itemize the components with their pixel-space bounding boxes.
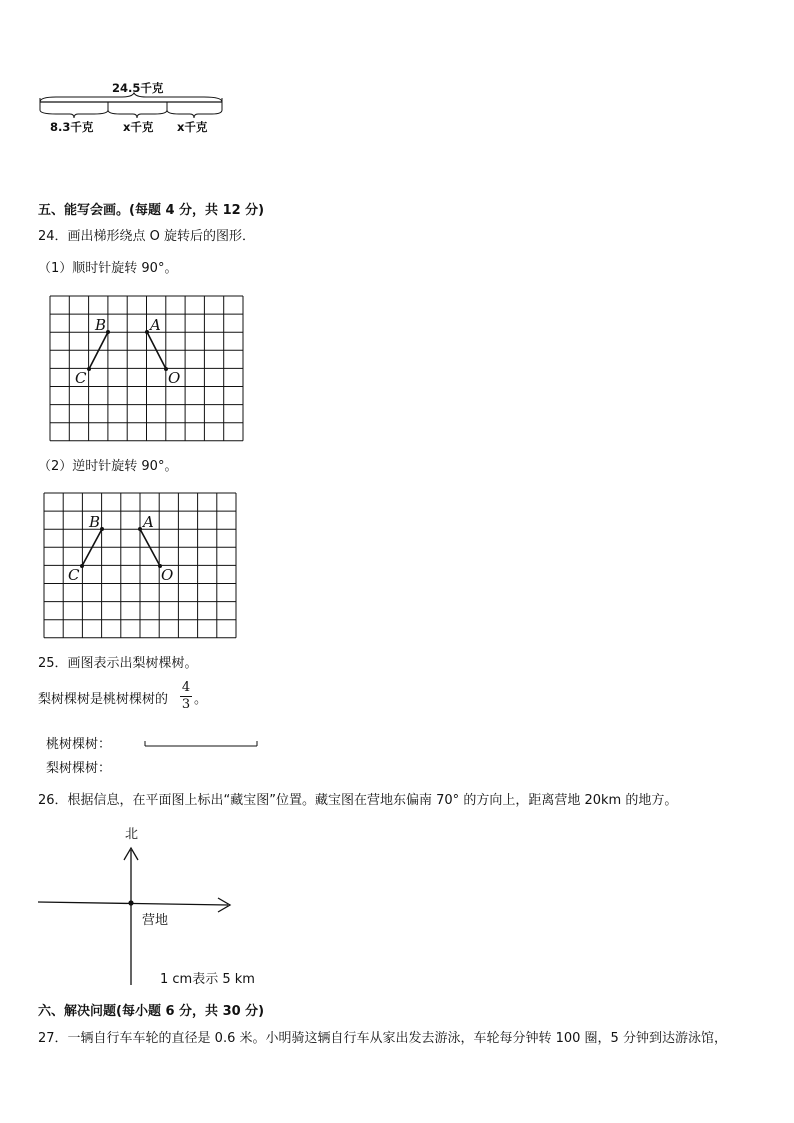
- point-a-1: [145, 330, 149, 334]
- label-o-2: O: [161, 566, 174, 584]
- q25-statement-suffix: 。: [194, 692, 208, 707]
- label-c-2: C: [68, 566, 80, 584]
- fraction-numerator: 4: [181, 680, 191, 695]
- peach-label: 桃树棵树：: [46, 737, 112, 752]
- section6-heading: 六、解决问题(每小题 6 分，共 30 分): [38, 1004, 265, 1019]
- camp-label: 营地: [142, 913, 169, 928]
- label-a-2: A: [143, 513, 154, 531]
- part3-brace: [167, 110, 222, 118]
- label-a-1: A: [150, 316, 161, 334]
- north-label: 北: [125, 827, 139, 842]
- pear-label[interactable]: 梨树棵树：: [46, 761, 112, 776]
- q24-sub1: （1）顺时针旋转 90°。: [38, 261, 178, 276]
- camp-point: [128, 900, 133, 905]
- q26-prompt: 26．根据信息，在平面图上标出“藏宝图”位置。藏宝图在营地东偏南 70° 的方向上，距离营地 20km 的地方。: [38, 793, 678, 808]
- compass-map[interactable]: [36, 820, 236, 985]
- q25-fraction: [179, 681, 193, 712]
- label-o-1: O: [168, 369, 181, 387]
- segment-total-label: 24.5千克: [112, 81, 164, 95]
- label-c-1: C: [75, 369, 87, 387]
- scale-label: 1 cm表示 5 km: [160, 972, 255, 987]
- point-b-1: [106, 330, 110, 334]
- label-b-1: B: [95, 316, 107, 334]
- point-c-2: [80, 564, 84, 568]
- grid-2[interactable]: [44, 493, 236, 637]
- point-a-2: [138, 527, 142, 531]
- peach-segment: [144, 740, 260, 748]
- label-b-2: B: [89, 513, 101, 531]
- total-brace: [40, 93, 222, 102]
- part1-brace: [40, 110, 108, 118]
- segment-part2-label: x千克: [123, 120, 154, 134]
- q25-statement-prefix: 梨树棵树是桃树棵树的: [38, 692, 169, 707]
- point-b-2: [100, 527, 104, 531]
- segment-part3-label: x千克: [177, 120, 208, 134]
- segment-part1-label: 8.3千克: [50, 120, 94, 134]
- part2-brace: [108, 110, 167, 118]
- point-c-1: [87, 367, 91, 371]
- q24-prompt: 24．画出梯形绕点 O 旋转后的图形．: [38, 229, 256, 244]
- fraction-denominator: 3: [181, 697, 191, 712]
- grid-1[interactable]: [50, 296, 244, 440]
- q25-prompt: 25．画图表示出梨树棵树。: [38, 656, 198, 671]
- section5-heading: 五、能写会画。(每题 4 分，共 12 分): [38, 203, 265, 218]
- q27-prompt: 27．一辆自行车车轮的直径是 0.6 米。小明骑这辆自行车从家出发去游泳，车轮每分钟转 100 圈，5 分钟到达游泳馆，: [38, 1031, 727, 1046]
- q24-sub2: （2）逆时针旋转 90°。: [38, 459, 178, 474]
